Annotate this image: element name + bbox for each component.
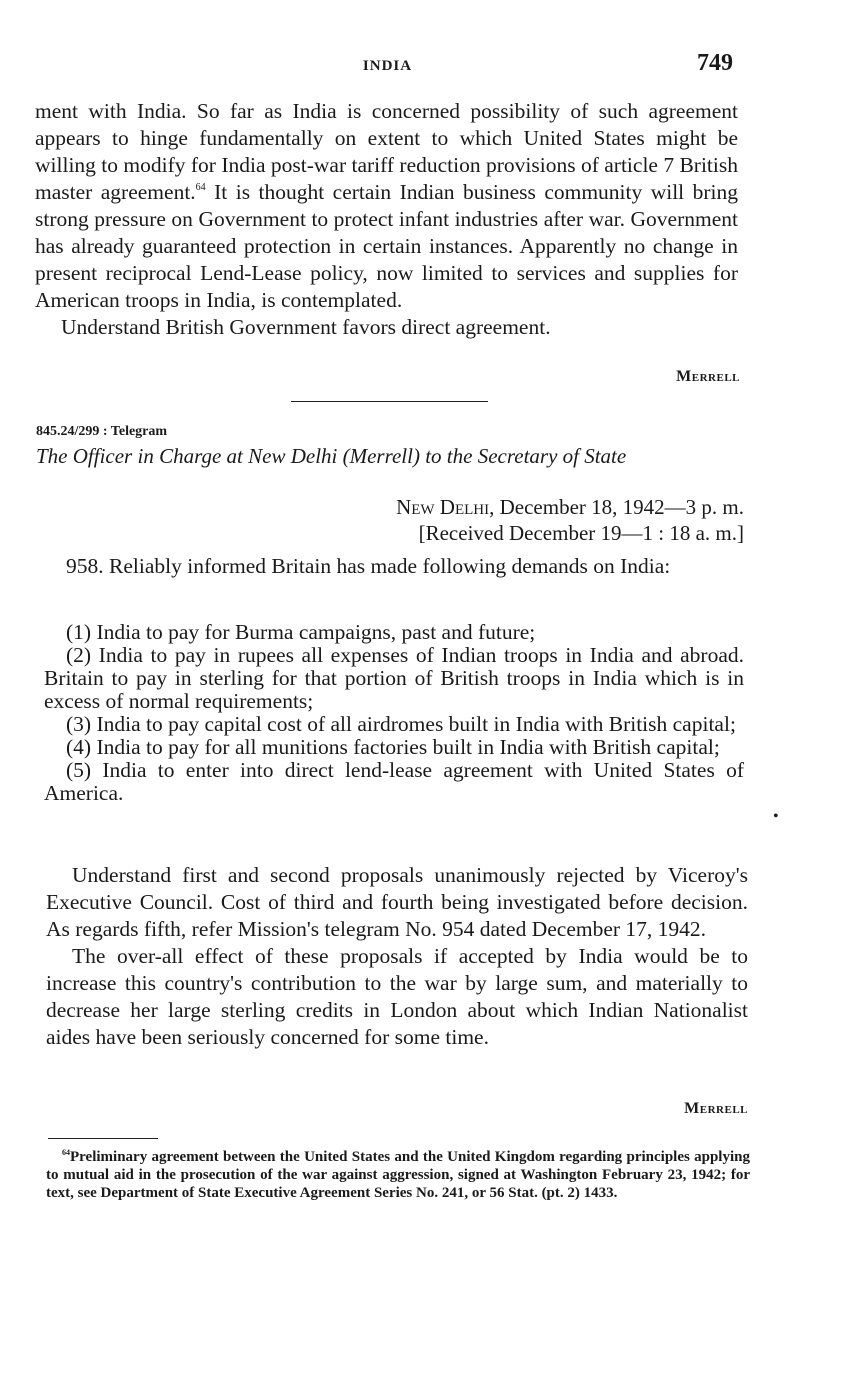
dateline-date: , December 18, 1942—3 p. m. [489,495,744,519]
dateline [396,495,744,520]
continuation-text-after-ref: It is thought certain Indian business community will bring strong pressure on Government to protect infant industries after war. Government has already guaranteed protection in certain instances. Apparently no change in present reciprocal Lend-Lease policy, now limited to services and supplies for American troops in India, is contemplated. [35,180,738,312]
footnote-rule [48,1138,158,1139]
demand-item: (3) India to pay capital cost of all airdromes built in India with British capital; [66,712,736,736]
demand-item: (1) India to pay for Burma campaigns, past and future; [66,620,536,644]
paragraph-3: The over-all effect of these proposals if accepted by India would be to increase this country's contribution to the war by large sum, and materially to decrease her large sterling credits in London about which Indian Nationalist aides have been seriously concerned for some time. [46,944,748,1049]
page-number: 749 [697,50,733,76]
opening-paragraph: 958. Reliably informed Britain has made following demands on India: [66,554,671,578]
footnote-text: Preliminary agreement between the United States and the United Kingdom regarding principles applying to mutual aid in the prosecution of the war against aggression, signed at Washington February 23, 1942; for text, see Department of State Executive Agreement Series No. 241, or 56 Stat. (pt. 2) 1433. [46,1149,750,1201]
footnote [46,1148,750,1202]
received-line: [Received December 19—1 : 18 a. m.] [418,521,744,545]
paragraph-2: Understand first and second proposals unanimously rejected by Viceroy's Executive Council. Cost of third and fourth being investigated before decision. As regards fifth, refer Mission's telegram No. 954 dated December 17, 1942. [46,863,748,941]
running-title: INDIA [362,58,413,74]
signature-second: Merrell [684,1100,748,1117]
stray-mark: • [773,808,779,825]
signature-first: Merrell [676,368,740,385]
telegram-opening [40,553,744,580]
demand-item: (5) India to enter into direct lend-lease agreement with United States of America. [44,758,744,805]
continuation-paragraph [35,98,738,341]
section-divider [291,401,488,402]
demand-item: (4) India to pay for all munitions factories built in India with British capital; [66,735,720,759]
dateline-place: New Delhi [396,495,490,519]
footnote-reference: 64 [195,182,206,193]
telegram-body [46,862,748,1051]
demand-item: (2) India to pay in rupees all expenses of Indian troops in India and abroad. Britain to pay in sterling for that portion of British troops in India which is in excess of normal requirements; [44,643,744,713]
closing-paragraph: Understand British Government favors direct agreement. [61,315,551,339]
footnote-marker: 64 [62,1148,70,1157]
telegram-heading: The Officer in Charge at New Delhi (Merrell) to the Secretary of State [36,444,627,468]
demands-list [44,621,744,805]
continuation-text: ment with India. So far as India is concerned possibility of such agreement appears to hinge fundamentally on extent to which United States might be willing to modify for India post-war tariff reduction provisions of article 7 British master agreement. [35,99,738,204]
file-reference: 845.24/299 : Telegram [36,424,168,439]
